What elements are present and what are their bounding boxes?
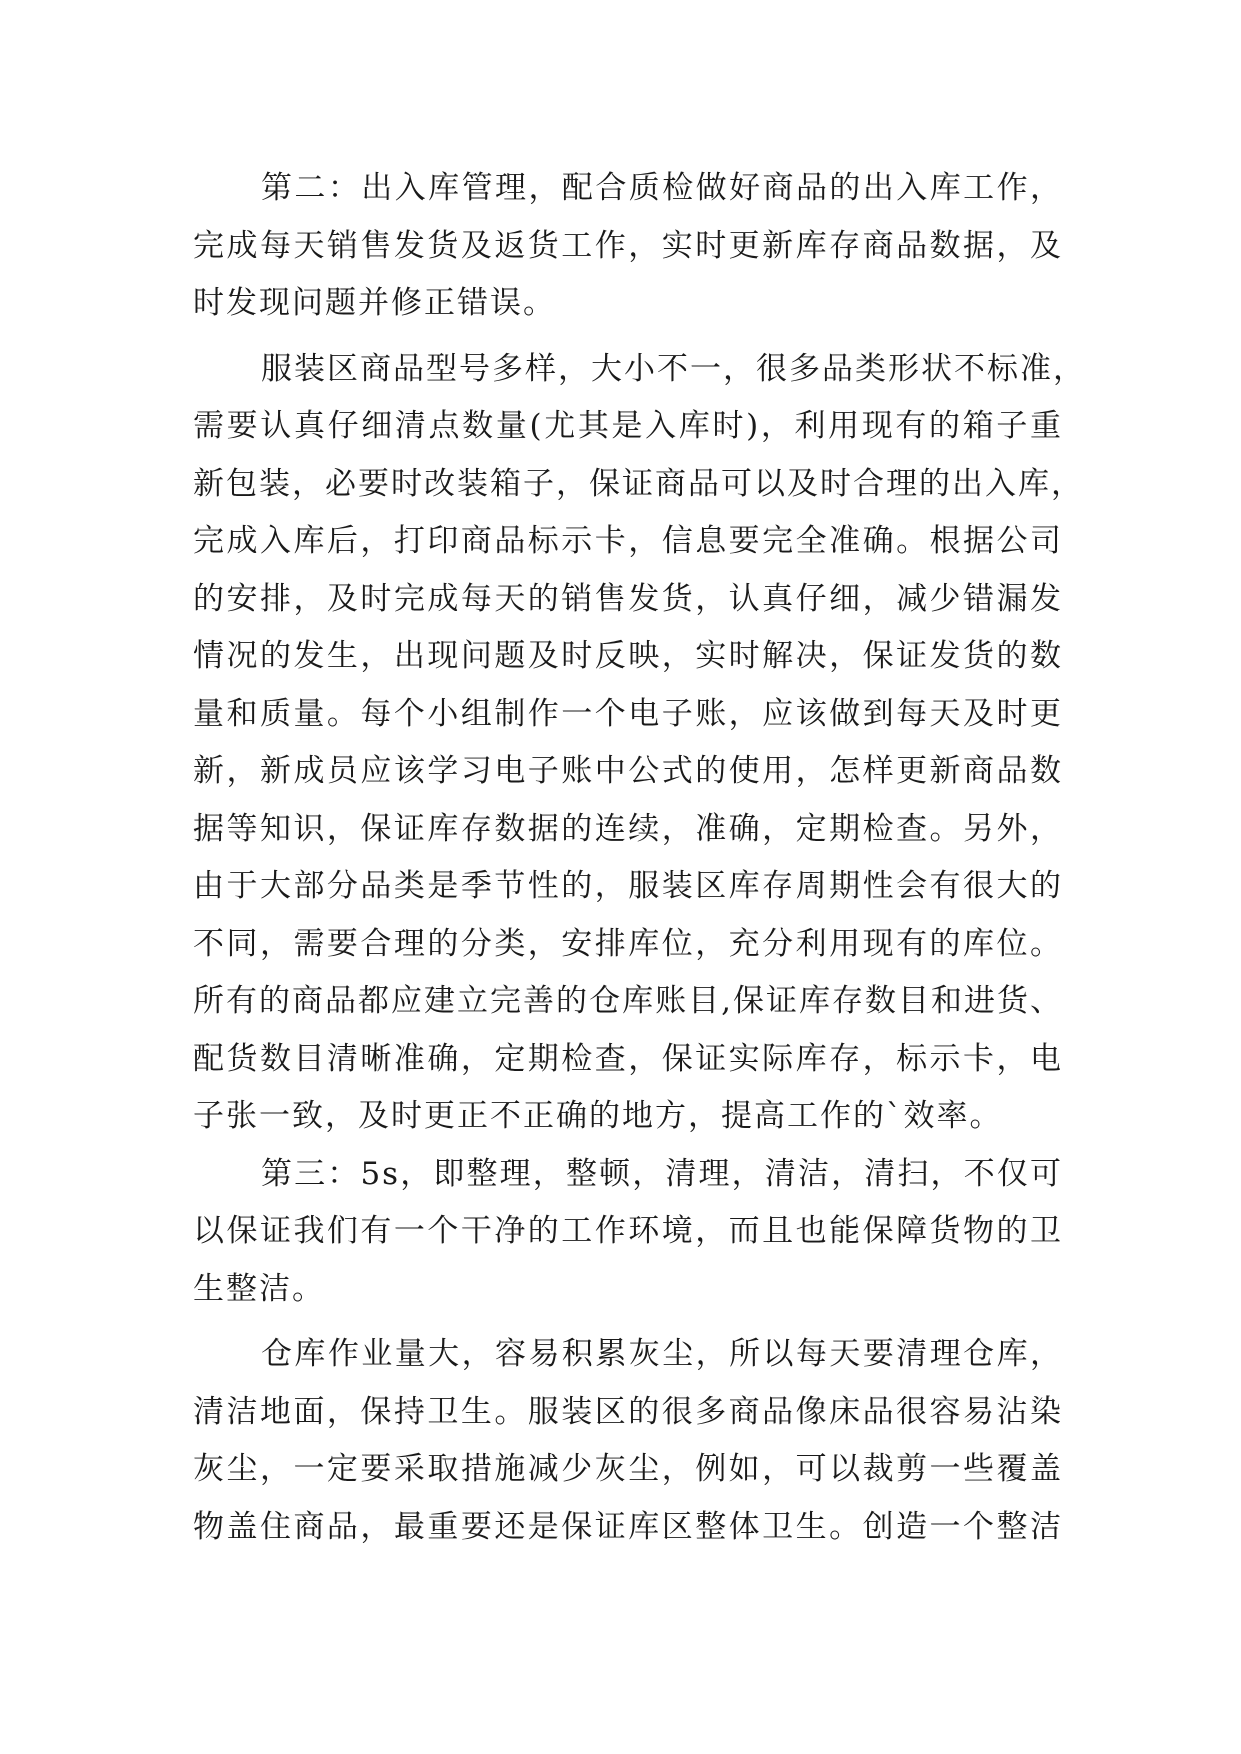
text-line: 完成每天销售发货及返货工作，实时更新库存商品数据，及 bbox=[193, 227, 1063, 264]
text-line: 的安排，及时完成每天的销售发货，认真仔细，减少错漏发 bbox=[193, 580, 1063, 617]
text-line: 服装区商品型号多样，大小不一，很多品类形状不标准， bbox=[261, 350, 1086, 387]
text-line: 生整洁。 bbox=[193, 1270, 325, 1307]
text-line: 量和质量。每个小组制作一个电子账，应该做到每天及时更 bbox=[193, 695, 1063, 732]
text-line: 需要认真仔细清点数量(尤其是入库时)，利用现有的箱子重 bbox=[193, 408, 1063, 444]
paragraph-gap bbox=[193, 1318, 1063, 1326]
text-line: 清洁地面，保持卫生。服装区的很多商品像床品很容易沾染 bbox=[193, 1393, 1063, 1430]
text-line: 仓库作业量大，容易积累灰尘，所以每天要清理仓库， bbox=[261, 1336, 1063, 1372]
text-line: 以保证我们有一个干净的工作环境，而且也能保障货物的卫 bbox=[193, 1213, 1063, 1249]
paragraph-warehouse-cleaning bbox=[193, 1326, 1063, 1556]
text-line: 新，新成员应该学习电子账中公式的使用，怎样更新商品数 bbox=[193, 753, 1063, 789]
text-line: 配货数目清晰准确，定期检查，保证实际库存，标示卡，电 bbox=[193, 1040, 1063, 1077]
text-line: 第三：5s，即整理，整顿，清理，清洁，清扫，不仅可 bbox=[261, 1155, 1063, 1192]
text-line: 据等知识，保证库存数据的连续，准确，定期检查。另外， bbox=[193, 810, 1063, 847]
text-line: 完成入库后，打印商品标示卡，信息要完全准确。根据公司 bbox=[193, 523, 1063, 559]
text-line: 所有的商品都应建立完善的仓库账目,保证库存数目和进货、 bbox=[193, 983, 1063, 1019]
text-line: 新包装，必要时改装箱子，保证商品可以及时合理的出入库， bbox=[193, 465, 1084, 502]
text-line: 第二：出入库管理，配合质检做好商品的出入库工作， bbox=[261, 170, 1063, 206]
text-line: 灰尘，一定要采取措施减少灰尘，例如，可以裁剪一些覆盖 bbox=[193, 1451, 1063, 1487]
paragraph-5s bbox=[193, 1146, 1063, 1319]
text-line: 不同，需要合理的分类，安排库位，充分利用现有的库位。 bbox=[193, 925, 1063, 962]
text-line: 物盖住商品，最重要还是保证库区整体卫生。创造一个整洁 bbox=[193, 1508, 1063, 1545]
paragraph-gap bbox=[193, 333, 1063, 341]
paragraph-clothing-area bbox=[193, 341, 1086, 1146]
document-body bbox=[193, 160, 1086, 1556]
text-line: 时发现问题并修正错误。 bbox=[193, 285, 556, 321]
text-line: 情况的发生，出现问题及时反映，实时解决，保证发货的数 bbox=[193, 638, 1063, 674]
paragraph-outbound-inbound bbox=[193, 160, 1063, 333]
text-line: 子张一致，及时更正不正确的地方，提高工作的`效率。 bbox=[193, 1098, 1003, 1134]
text-line: 由于大部分品类是季节性的，服装区库存周期性会有很大的 bbox=[193, 868, 1063, 904]
